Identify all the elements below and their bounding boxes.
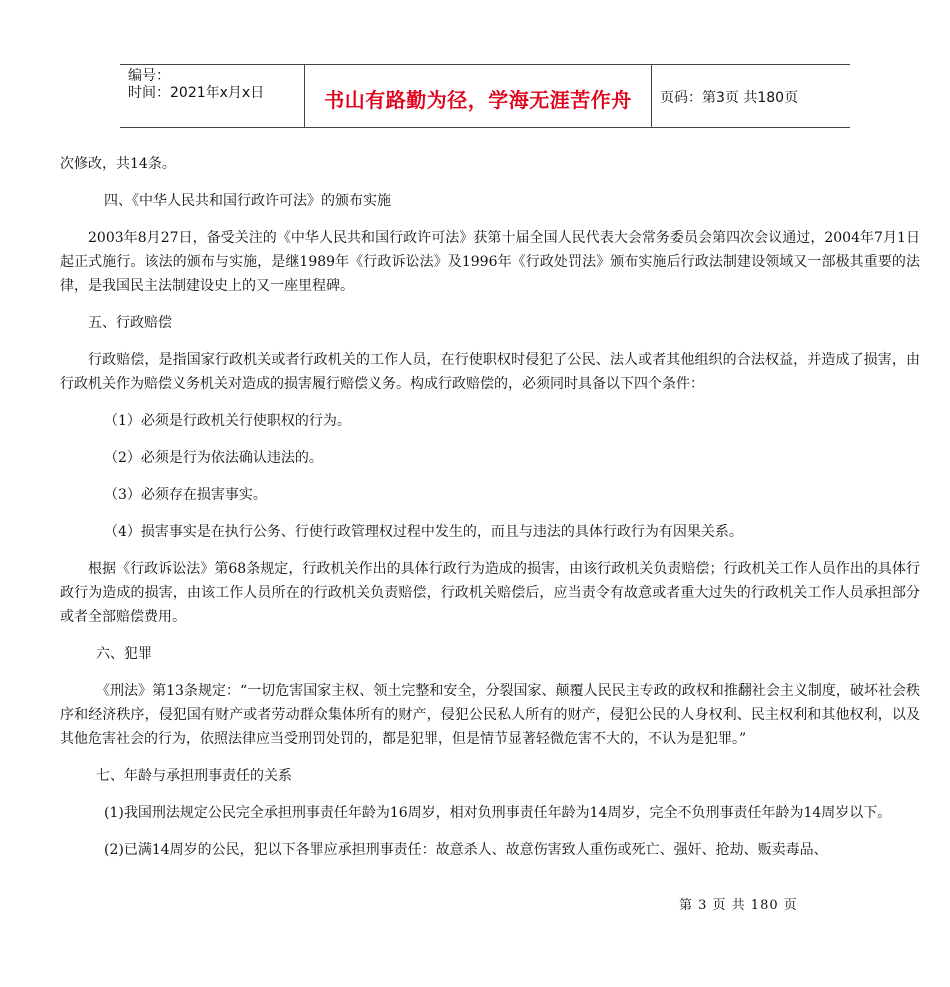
section-heading: 五、行政赔偿 (88, 315, 172, 331)
document-time-label: 时间：2021年x月x日 (128, 85, 265, 101)
section-heading: 四、《中华人民共和国行政许可法》的颁布实施 (104, 193, 391, 209)
document-number-label: 编号： (128, 68, 170, 84)
document-body (60, 152, 920, 862)
paragraph: 行政赔偿，是指国家行政机关或者行政机关的工作人员，在行使职权时侵犯了公民、法人或者其他组织的合法权益，并造成了损害，由行政机关作为赔偿义务机关对造成的损害履行赔偿义务。构成行政赔偿的，必须同时具备以下四个条件： (60, 352, 920, 392)
paragraph: 《刑法》第13条规定：“一切危害国家主权、领土完整和安全，分裂国家、颠覆人民民主专政的政权和推翻社会主义制度，破坏社会秩序和经济秩序，侵犯国有财产或者劳动群众集体所有的财产，侵犯公民私人所有的财产，侵犯公民的人身权利、民主权利和其他权利，以及其他危害社会的行为，依照法律应当受刑罚处罚的，都是犯罪，但是情节显著轻微危害不大的，不认为是犯罪。” (60, 683, 920, 747)
list-item: （4）损害事实是在执行公务、行使行政管理权过程中发生的，而且与违法的具体行政行为有因果关系。 (104, 524, 743, 540)
header-meta-cell (120, 65, 305, 127)
list-item: （2）必须是行为依法确认违法的。 (104, 450, 323, 466)
list-item: （1）必须是行政机关行使职权的行为。 (104, 413, 351, 429)
page-header (120, 64, 850, 128)
header-page-info: 页码：第3页 共180页 (660, 90, 799, 106)
page-footer: 第 3 页 共 180 页 (679, 898, 798, 913)
paragraph: 2003年8月27日，备受关注的《中华人民共和国行政许可法》获第十届全国人民代表大会常务委员会第四次会议通过，2004年7月1日起正式施行。该法的颁布与实施，是继1989年《行政诉讼法》及1996年《行政处罚法》颁布实施后行政法制建设领域又一部极其重要的法律，是我国民主法制建设史上的又一座里程碑。 (60, 230, 920, 294)
list-item: （3）必须存在损害事实。 (104, 487, 267, 503)
paragraph: 次修改，共14条。 (60, 156, 176, 172)
section-heading: 七、年龄与承担刑事责任的关系 (96, 768, 292, 784)
paragraph: 根据《行政诉讼法》第68条规定，行政机关作出的具体行政行为造成的损害，由该行政机关负责赔偿；行政机关工作人员作出的具体行政行为造成的损害，由该工作人员所在的行政机关负责赔偿，行政机关赔偿后，应当责令有故意或者重大过失的行政机关工作人员承担部分或者全部赔偿费用。 (60, 561, 920, 625)
paragraph: (1)我国刑法规定公民完全承担刑事责任年龄为16周岁，相对负刑事责任年龄为14周岁，完全不负刑事责任年龄为14周岁以下。 (104, 805, 892, 821)
header-motto: 书山有路勤为径，学海无涯苦作舟 (305, 65, 652, 127)
paragraph: (2)已满14周岁的公民，犯以下各罪应承担刑事责任：故意杀人、故意伤害致人重伤或死亡、强奸、抢劫、贩卖毒品、 (104, 842, 828, 858)
section-heading: 六、犯罪 (96, 646, 152, 662)
